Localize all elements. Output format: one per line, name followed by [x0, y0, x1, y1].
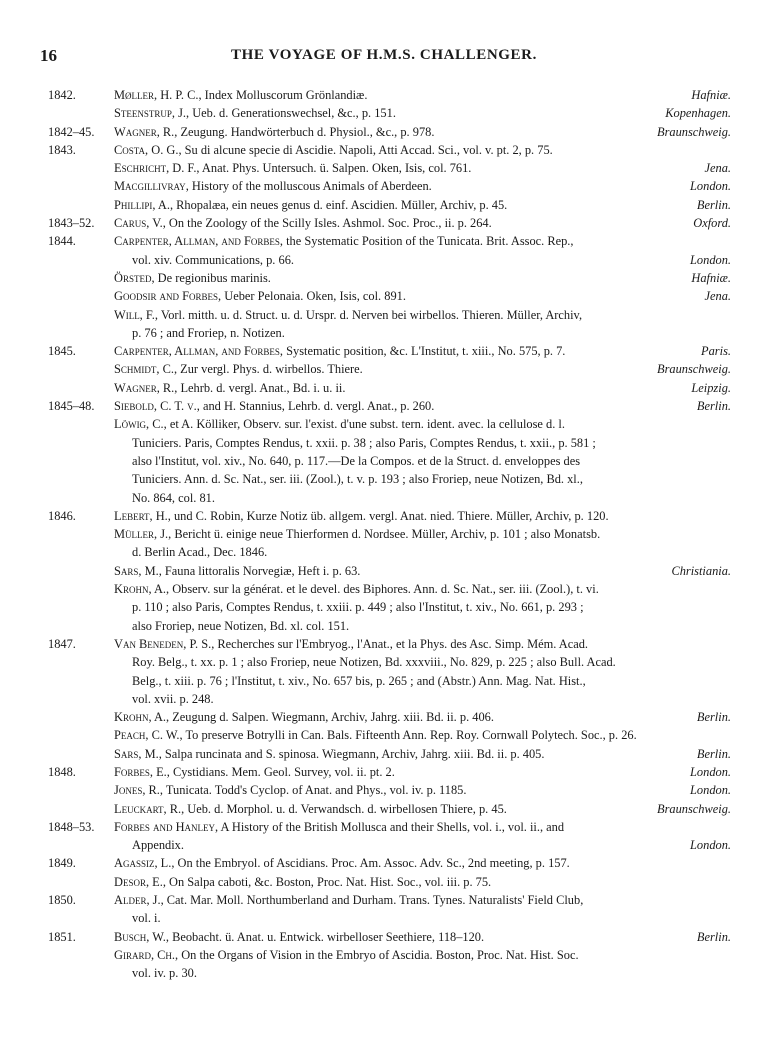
reference-text: vol. i.: [132, 911, 161, 926]
author-name: Carus, V.: [114, 216, 163, 231]
entry-year: 1845–48.: [48, 399, 95, 414]
publication-place: London.: [690, 838, 731, 853]
reference-line: [114, 873, 731, 891]
reference-continuation-line: [114, 324, 731, 342]
reference-text: Tuniciers. Ann. d. Sc. Nat., ser. iii. (Zool.), t. v. p. 193 ; also Froriep, neue Notizen, Bd. xl.,: [132, 472, 583, 487]
reference-text-wrap: [132, 836, 682, 854]
publication-place: Hafniæ.: [691, 270, 731, 285]
reference-text: , Recherches sur l'Embryog., l'Anat., et la Phys. des Asc. Simp. Mém. Acad.: [211, 636, 589, 651]
reference-text-wrap: [114, 525, 731, 543]
year-block: [48, 342, 731, 397]
reference-continuation-line: [114, 836, 731, 854]
reference-text-wrap: [114, 232, 731, 250]
author-name: Eschricht, D. F.: [114, 161, 197, 176]
reference-text-wrap: [114, 562, 663, 580]
reference-text-wrap: [114, 800, 649, 818]
author-name: Wagner, R.: [114, 380, 175, 395]
reference-text-wrap: [114, 763, 682, 781]
publication-place: Braunschweig.: [657, 801, 731, 816]
publication-place: Braunschweig.: [657, 124, 731, 139]
reference-line: [114, 159, 731, 177]
reference-line: [114, 104, 731, 122]
reference-text-wrap: [114, 159, 697, 177]
running-title: THE VOYAGE OF H.M.S. CHALLENGER.: [231, 47, 537, 63]
author-name: Leuckart, R.: [114, 801, 182, 816]
reference-continuation-line: [114, 251, 731, 269]
reference-text: , Zeugung. Handwörterbuch d. Physiol., &c., p. 978.: [174, 124, 435, 139]
bibliography-list: [48, 86, 731, 983]
reference-text-wrap: [132, 964, 731, 982]
publication-place: London.: [690, 783, 731, 798]
entry-year: 1848–53.: [48, 819, 95, 834]
reference-line: [114, 196, 731, 214]
reference-text: , Anat. Phys. Untersuch. ü. Salpen. Oken, Isis, col. 761.: [196, 161, 472, 176]
reference-text: , Lehrb. d. vergl. Anat., Bd. i. u. ii.: [174, 380, 346, 395]
reference-text-wrap: [114, 177, 682, 195]
reference-line: [114, 525, 731, 543]
author-name: Girard, Ch.: [114, 947, 176, 962]
reference-text-wrap: [132, 251, 682, 269]
author-name: Macgillivray: [114, 179, 186, 194]
author-name: Peach, C. W.: [114, 728, 180, 743]
author-name: Goodsir and Forbes: [114, 289, 219, 304]
author-name: Sars, M.: [114, 563, 159, 578]
author-name: Phillipi, A.: [114, 197, 170, 212]
reference-text: Belg., t. xiii. p. 76 ; l'Institut, t. xiv., No. 657 bis, p. 265 ; and (Abstr.) Ann. Mag. Nat. Hist.,: [132, 673, 586, 688]
year-block: [48, 397, 731, 507]
reference-text-wrap: [114, 141, 731, 159]
author-name: Desor, E.: [114, 874, 163, 889]
author-name: Forbes, E.: [114, 764, 167, 779]
author-name: Krohn, A.: [114, 582, 167, 597]
author-name: Carpenter, Allman, and Forbes: [114, 234, 280, 249]
author-name: Löwig, C.: [114, 417, 164, 432]
reference-text: vol. iv. p. 30.: [132, 966, 197, 981]
year-block: [48, 214, 731, 232]
reference-line: [114, 232, 731, 250]
reference-text-wrap: [132, 324, 731, 342]
year-block: [48, 141, 731, 214]
reference-line: [114, 745, 731, 763]
reference-text: , Cystidians. Mem. Geol. Survey, vol. ii. pt. 2.: [166, 764, 395, 779]
reference-text-wrap: [132, 489, 731, 507]
reference-text: , und C. Robin, Kurze Notiz üb. allgem. vergl. Anat. nied. Thiere. Müller, Archiv, p. 120.: [167, 508, 609, 523]
reference-text: , Vorl. mitth. u. d. Struct. u. d. Urspr. d. Nerven bei wirbellos. Thieren. Müller, Archiv,: [154, 307, 583, 322]
entry-year: 1850.: [48, 893, 76, 908]
reference-text-wrap: [132, 598, 731, 616]
reference-text-wrap: [114, 104, 657, 122]
reference-line: [114, 580, 731, 598]
reference-continuation-line: [114, 598, 731, 616]
reference-text-wrap: [114, 745, 689, 763]
reference-text: , On Salpa caboti, &c. Boston, Proc. Nat. Hist. Soc., vol. iii. p. 75.: [162, 874, 492, 889]
publication-place: Berlin.: [696, 746, 731, 761]
author-name: Forbes and Hanley: [114, 819, 216, 834]
reference-text-wrap: [114, 781, 682, 799]
reference-text: , On the Organs of Vision in the Embryo of Ascidia. Boston, Proc. Nat. Hist. Soc.: [175, 947, 579, 962]
author-name: Costa, O. G.: [114, 142, 179, 157]
reference-line: [114, 360, 731, 378]
reference-text: , To preserve Botrylli in Can. Bals. Fifteenth Ann. Rep. Roy. Cornwall Polytech. Soc., p. 26.: [179, 728, 637, 743]
reference-continuation-line: [114, 543, 731, 561]
publication-place: Berlin.: [696, 710, 731, 725]
reference-continuation-line: [114, 452, 731, 470]
reference-text: , On the Embryol. of Ascidians. Proc. Am. Assoc. Adv. Sc., 2nd meeting, p. 157.: [171, 856, 570, 871]
year-block: [48, 891, 731, 928]
reference-continuation-line: [114, 672, 731, 690]
reference-text: , et A. Kölliker, Observ. sur. l'exist. d'une subst. tern. ident. avec. la cellulose d. l.: [163, 417, 565, 432]
reference-text-wrap: [132, 543, 731, 561]
reference-text: , Rhopalæa, ein neues genus d. einf. Ascidien. Müller, Archiv, p. 45.: [169, 197, 508, 212]
reference-line: [114, 269, 731, 287]
author-name: Alder, J.: [114, 893, 161, 908]
reference-text: also Froriep, neue Notizen, Bd. xl. col. 151.: [132, 618, 350, 633]
reference-text: No. 864, col. 81.: [132, 490, 215, 505]
year-block: [48, 928, 731, 983]
author-name: Møller, H. P. C.: [114, 88, 199, 102]
reference-line: [114, 177, 731, 195]
author-name: Lebert, H.: [114, 508, 168, 523]
reference-text: , Cat. Mar. Moll. Northumberland and Durham. Trans. Tynes. Naturalists' Field Club,: [160, 893, 584, 908]
reference-text: , Ueber Pelonaia. Oken, Isis, col. 891.: [218, 289, 406, 304]
entry-year: 1843–52.: [48, 216, 95, 231]
entry-year: 1846.: [48, 508, 76, 523]
reference-text: , On the Zoology of the Scilly Isles. Ashmol. Soc. Proc., ii. p. 264.: [162, 216, 492, 231]
year-block: [48, 86, 731, 123]
reference-text-wrap: [114, 726, 731, 744]
reference-continuation-line: [114, 434, 731, 452]
reference-text: , A History of the British Mollusca and their Shells, vol. i., vol. ii., and: [215, 819, 565, 834]
author-name: Wagner, R.: [114, 124, 175, 139]
author-name: Carpenter, Allman, and Forbes: [114, 344, 280, 359]
publication-place: Hafniæ.: [691, 88, 731, 102]
reference-text: , Tunicata. Todd's Cyclop. of Anat. and Phys., vol. iv. p. 1185.: [159, 783, 467, 798]
reference-text-wrap: [114, 891, 731, 909]
entry-year: 1843.: [48, 142, 76, 157]
reference-text-wrap: [114, 379, 683, 397]
entry-year: 1849.: [48, 856, 76, 871]
reference-text-wrap: [114, 928, 689, 946]
reference-line: [114, 781, 731, 799]
reference-text-wrap: [114, 342, 693, 360]
reference-text-wrap: [114, 196, 689, 214]
reference-text: Roy. Belg., t. xx. p. 1 ; also Froriep, neue Notizen, Bd. xxxviii., No. 829, p. 225 ; also Bull. Acad.: [132, 655, 616, 670]
reference-line: [114, 708, 731, 726]
reference-continuation-line: [114, 909, 731, 927]
reference-line: [114, 306, 731, 324]
reference-text-wrap: [132, 690, 731, 708]
reference-line: [114, 946, 731, 964]
entry-year: 1848.: [48, 764, 76, 779]
reference-line: [114, 763, 731, 781]
reference-text: Appendix.: [132, 838, 184, 853]
publication-place: Berlin.: [696, 197, 731, 212]
reference-text-wrap: [114, 873, 731, 891]
reference-text-wrap: [132, 672, 731, 690]
author-name: Krohn, A.: [114, 710, 167, 725]
publication-place: Berlin.: [696, 929, 731, 944]
reference-text: p. 110 ; also Paris, Comptes Rendus, t. xxiii. p. 449 ; also l'Institut, t. xiv., No. 661, p. 293 ;: [132, 600, 584, 615]
reference-text: , Beobacht. ü. Anat. u. Entwick. wirbelloser Seethiere, 118–120.: [165, 929, 485, 944]
reference-line: [114, 800, 731, 818]
reference-text: , Ueb. d. Generationswechsel, &c., p. 151.: [186, 106, 396, 121]
author-name: Jones, R.: [114, 783, 160, 798]
reference-line: [114, 891, 731, 909]
year-block: [48, 232, 731, 342]
reference-text-wrap: [114, 635, 731, 653]
reference-text-wrap: [114, 86, 683, 104]
publication-place: Jena.: [704, 289, 731, 304]
year-block: [48, 818, 731, 855]
publication-place: Paris.: [701, 344, 731, 359]
author-name: Örsted: [114, 270, 152, 285]
entry-year: 1844.: [48, 234, 76, 249]
author-name: Müller, J.: [114, 527, 169, 542]
reference-continuation-line: [114, 964, 731, 982]
reference-line: [114, 507, 731, 525]
reference-text: p. 76 ; and Froriep, n. Notizen.: [132, 325, 285, 340]
entry-year: 1845.: [48, 344, 76, 359]
entry-year: 1842–45.: [48, 124, 95, 139]
reference-text-wrap: [114, 415, 731, 433]
author-name: Steenstrup, J.: [114, 106, 187, 121]
reference-text: , History of the molluscous Animals of Aberdeen.: [185, 179, 432, 194]
reference-text-wrap: [114, 507, 731, 525]
author-name: Van Beneden, P. S.: [114, 636, 212, 651]
author-name: Agassiz, L.: [114, 856, 172, 871]
publication-place: Oxford.: [693, 216, 731, 231]
year-block: [48, 763, 731, 818]
reference-text-wrap: [114, 397, 689, 415]
entry-year: 1842.: [48, 88, 76, 102]
reference-text: vol. xiv. Communications, p. 66.: [132, 252, 294, 267]
reference-line: [114, 562, 731, 580]
year-block: [48, 635, 731, 763]
page-header: [40, 46, 728, 70]
reference-line: [114, 854, 731, 872]
reference-text-wrap: [114, 123, 649, 141]
author-name: Siebold, C. T. v.: [114, 399, 197, 414]
reference-text-wrap: [114, 306, 731, 324]
year-block: [48, 854, 731, 891]
reference-continuation-line: [114, 653, 731, 671]
reference-continuation-line: [114, 470, 731, 488]
reference-line: [114, 141, 731, 159]
reference-text-wrap: [114, 214, 685, 232]
author-name: Will, F.: [114, 307, 155, 322]
reference-text-wrap: [114, 946, 731, 964]
reference-line: [114, 86, 731, 104]
reference-line: [114, 214, 731, 232]
reference-text: , and H. Stannius, Lehrb. d. vergl. Anat., p. 260.: [196, 399, 435, 414]
reference-text: , Su di alcune specie di Ascidie. Napoli, Atti Accad. Sci., vol. v. pt. 2, p. 75.: [178, 142, 553, 157]
publication-place: Leipzig.: [691, 380, 731, 395]
reference-text-wrap: [114, 287, 697, 305]
publication-place: London.: [690, 252, 731, 267]
reference-text-wrap: [132, 452, 731, 470]
reference-line: [114, 928, 731, 946]
reference-text: , De regionibus marinis.: [151, 270, 271, 285]
reference-text: , the Systematic Position of the Tunicata. Brit. Assoc. Rep.,: [279, 234, 574, 249]
reference-text: , Fauna littoralis Norvegiæ, Heft i. p. 63.: [158, 563, 361, 578]
author-name: Schmidt, C.: [114, 362, 174, 377]
reference-continuation-line: [114, 690, 731, 708]
reference-line: [114, 818, 731, 836]
reference-text: , Zur vergl. Phys. d. wirbellos. Thiere.: [173, 362, 363, 377]
reference-text: , Index Molluscorum Grönlandiæ.: [198, 88, 368, 102]
publication-place: Berlin.: [696, 399, 731, 414]
publication-place: London.: [690, 179, 731, 194]
reference-text-wrap: [114, 360, 649, 378]
author-name: Busch, W.: [114, 929, 166, 944]
reference-line: [114, 635, 731, 653]
reference-text: , Bericht ü. einige neue Thierformen d. Nordsee. Müller, Archiv, p. 101 ; also Monatsb.: [168, 527, 601, 542]
reference-text: , Zeugung d. Salpen. Wiegmann, Archiv, Jahrg. xiii. Bd. ii. p. 406.: [166, 710, 494, 725]
reference-text-wrap: [132, 653, 731, 671]
reference-text: vol. xvii. p. 248.: [132, 691, 214, 706]
reference-text: , Systematic position, &c. L'Institut, t. xiii., No. 575, p. 7.: [279, 344, 566, 359]
author-name: Sars, M.: [114, 746, 159, 761]
publication-place: Christiania.: [671, 563, 731, 578]
reference-text-wrap: [114, 580, 731, 598]
reference-text: d. Berlin Acad., Dec. 1846.: [132, 545, 268, 560]
reference-text-wrap: [114, 854, 731, 872]
reference-line: [114, 397, 731, 415]
publication-place: Braunschweig.: [657, 362, 731, 377]
reference-text: Tuniciers. Paris, Comptes Rendus, t. xxii. p. 38 ; also Paris, Comptes Rendus, t. xxii., p. 581 ;: [132, 435, 596, 450]
reference-line: [114, 123, 731, 141]
reference-text-wrap: [114, 818, 731, 836]
reference-line: [114, 379, 731, 397]
publication-place: Kopenhagen.: [665, 106, 731, 121]
reference-text: , Ueb. d. Morphol. u. d. Verwandsch. d. wirbellosen Thiere, p. 45.: [181, 801, 507, 816]
reference-line: [114, 287, 731, 305]
reference-line: [114, 415, 731, 433]
reference-text: , Observ. sur la générat. et le devel. des Biphores. Ann. d. Sc. Nat., ser. iii. (Zool.), t. vi.: [166, 582, 599, 597]
year-block: [48, 507, 731, 635]
publication-place: Jena.: [704, 161, 731, 176]
reference-text-wrap: [114, 269, 683, 287]
reference-text-wrap: [132, 470, 731, 488]
reference-line: [114, 726, 731, 744]
reference-text: , Salpa runcinata and S. spinosa. Wiegmann, Archiv, Jahrg. xiii. Bd. ii. p. 405.: [158, 746, 545, 761]
year-block: [48, 123, 731, 141]
reference-text: also l'Institut, vol. xiv., No. 640, p. 117.—De la Compos. et de la Struct. d. enveloppes des: [132, 453, 581, 468]
publication-place: London.: [690, 764, 731, 779]
reference-text-wrap: [114, 708, 689, 726]
reference-text-wrap: [132, 434, 731, 452]
page-number: 16: [40, 46, 57, 65]
reference-text-wrap: [132, 909, 731, 927]
reference-line: [114, 342, 731, 360]
entry-year: 1851.: [48, 929, 76, 944]
entry-year: 1847.: [48, 636, 76, 651]
reference-text-wrap: [132, 617, 731, 635]
reference-continuation-line: [114, 489, 731, 507]
reference-continuation-line: [114, 617, 731, 635]
